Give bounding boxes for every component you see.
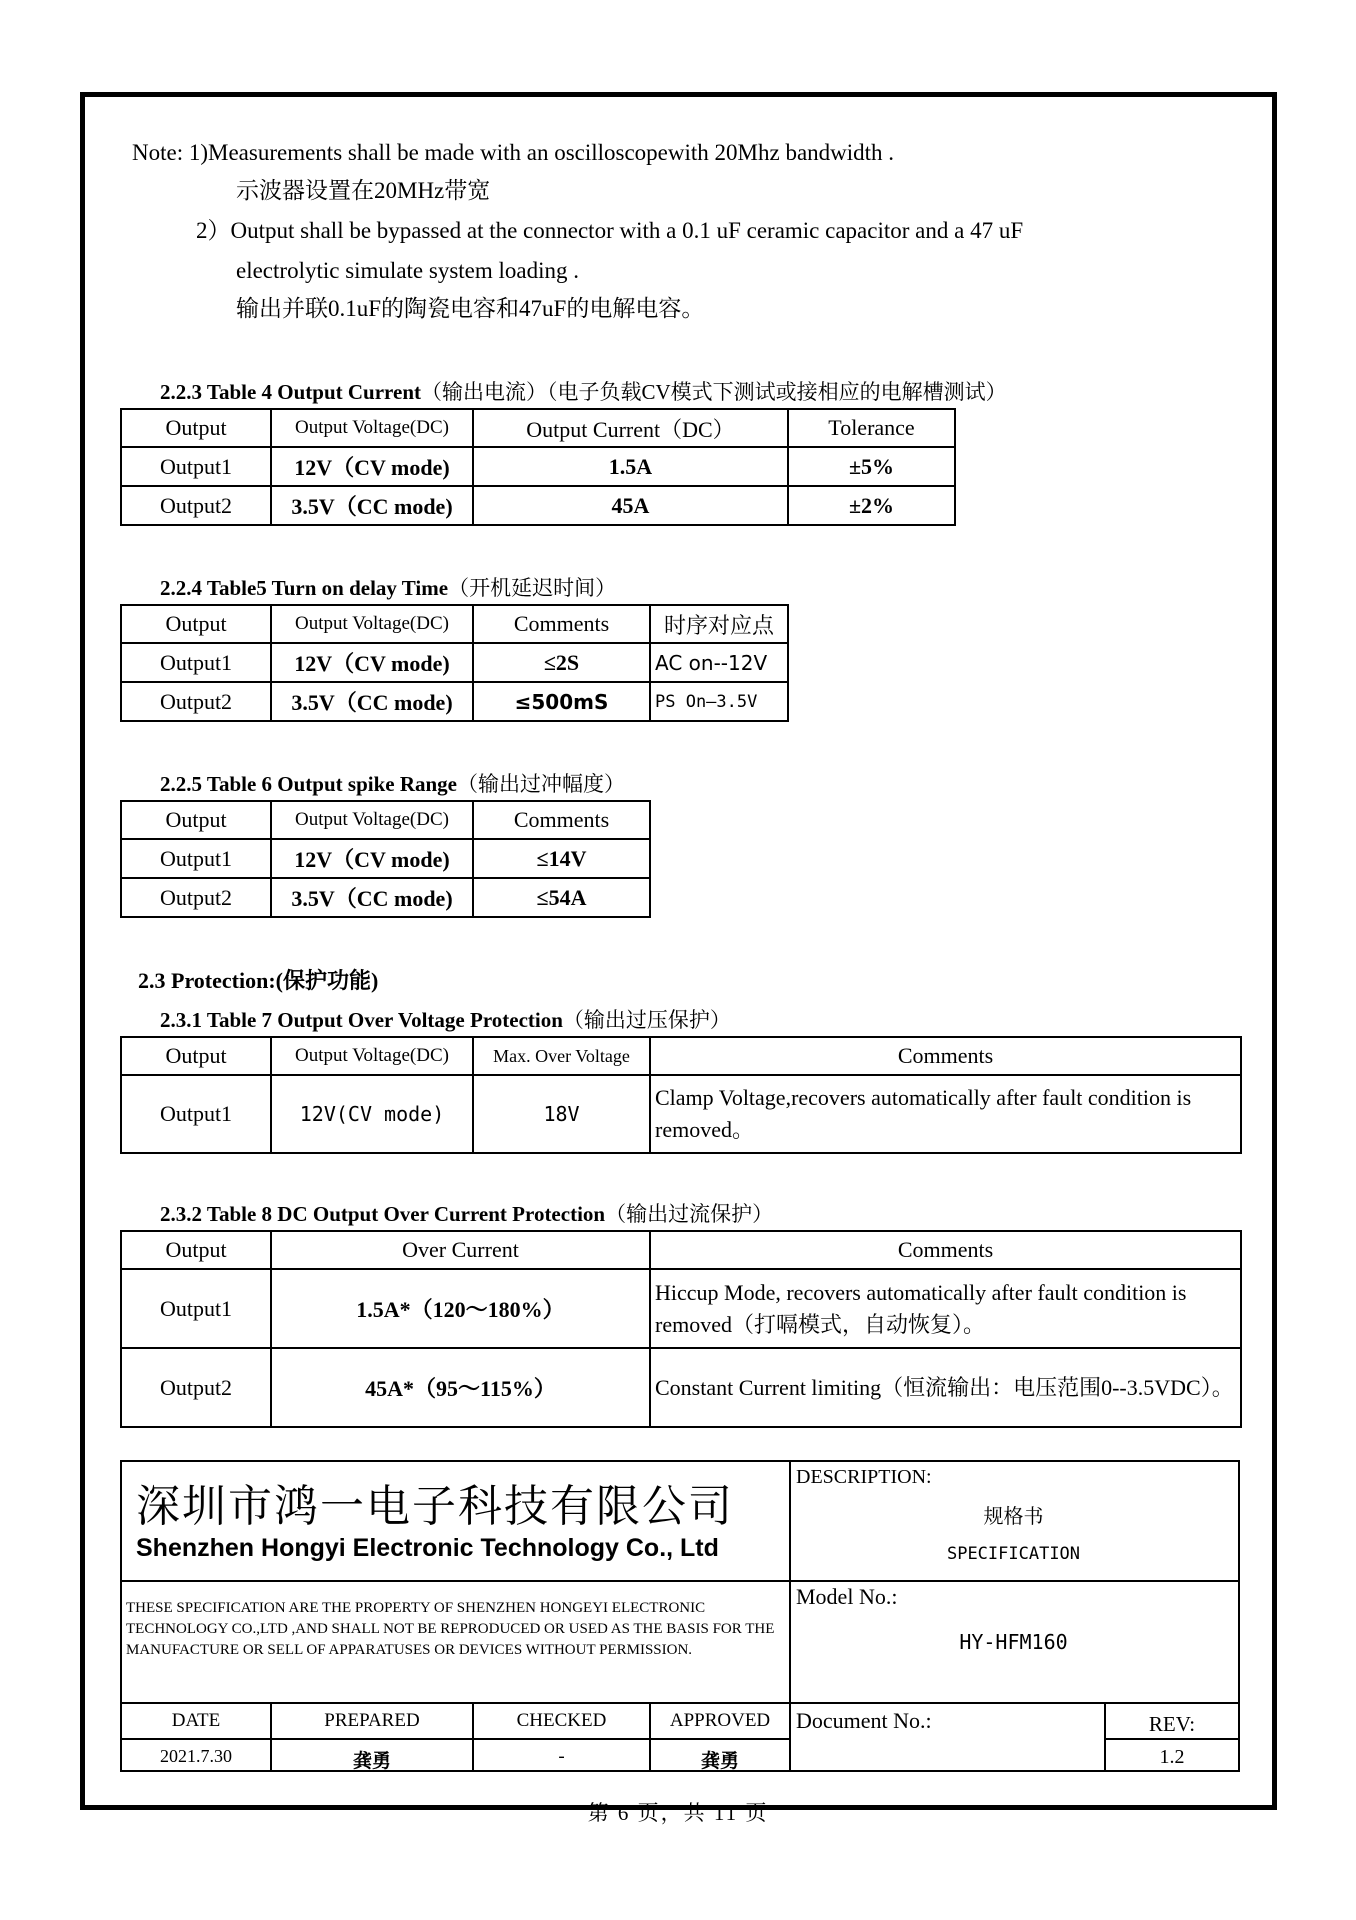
- description-cn: 规格书: [983, 1506, 1044, 1528]
- t6-cell: Output1: [121, 839, 271, 878]
- date-label: DATE: [171, 1710, 221, 1731]
- t7-cell: Output1: [121, 1075, 271, 1153]
- t4-cell: 45A: [473, 486, 788, 525]
- t8-cell: Output2: [121, 1348, 271, 1427]
- t6-cell: 3.5V（CC mode): [271, 878, 473, 917]
- table5-title: 2.2.4 Table5 Turn on delay Time（开机延迟时间）: [160, 576, 617, 600]
- t8-header: Output: [121, 1231, 271, 1269]
- t7-cell: 12V(CV mode): [271, 1075, 473, 1153]
- t4-cell: 3.5V（CC mode): [271, 486, 473, 525]
- t8-cell: Hiccup Mode, recovers automatically after fault condition is removed（打嗝模式，自动恢复）。: [650, 1269, 1241, 1348]
- table6-output-spike: [120, 800, 651, 918]
- rev-value: 1.2: [1159, 1746, 1185, 1768]
- description-label: DESCRIPTION:: [796, 1466, 932, 1488]
- t7-header: Output Voltage(DC): [271, 1037, 473, 1075]
- description-en: SPECIFICATION: [946, 1544, 1081, 1564]
- t5-cell: 12V（CV mode): [271, 643, 473, 682]
- t7-cell: 18V: [473, 1075, 650, 1153]
- t5-header: Comments: [473, 605, 650, 643]
- t8-cell: 1.5A*（120～180%）: [271, 1269, 650, 1348]
- t7-header: Output: [121, 1037, 271, 1075]
- company-name-cn: 深圳市鸿一电子科技有限公司: [136, 1482, 734, 1531]
- company-name-en: Shenzhen Hongyi Electronic Technology Co., Ltd: [136, 1534, 719, 1562]
- prepared-label: PREPARED: [324, 1710, 420, 1731]
- prepared-value: 龚勇: [352, 1751, 391, 1772]
- note-1: Note: 1)Measurements shall be made with an oscilloscopewith 20Mhz bandwidth .: [132, 140, 895, 165]
- date-value: 2021.7.30: [160, 1746, 232, 1766]
- model-label: Model No.:: [796, 1584, 898, 1609]
- t5-header: 时序对应点: [650, 605, 788, 643]
- t4-cell: ±5%: [788, 447, 955, 486]
- t8-header: Over Current: [271, 1231, 650, 1269]
- t4-header: Tolerance: [788, 409, 955, 447]
- t7-header: Max. Over Voltage: [473, 1037, 650, 1075]
- t7-cell: Clamp Voltage,recovers automatically after fault condition is removed。: [650, 1075, 1241, 1153]
- t8-cell: 45A*（95～115%）: [271, 1348, 650, 1427]
- checked-label: CHECKED: [516, 1710, 607, 1731]
- t4-cell: Output2: [121, 486, 271, 525]
- table8-title: 2.3.2 Table 8 DC Output Over Current Protection（输出过流保护）: [160, 1202, 774, 1226]
- note-2-cont: electrolytic simulate system loading .: [236, 258, 580, 283]
- t5-cell: 3.5V（CC mode): [271, 682, 473, 721]
- t5-cell: Output2: [121, 682, 271, 721]
- table7-over-voltage: [120, 1036, 1242, 1154]
- table4-output-current: [120, 408, 956, 526]
- t5-cell: ≤2S: [473, 643, 650, 682]
- t4-cell: 1.5A: [473, 447, 788, 486]
- table8-over-current: [120, 1230, 1242, 1428]
- disclaimer: THESE SPECIFICATION ARE THE PROPERTY OF SHENZHEN HONGEYI ELECTRONIC TECHNOLOGY CO.,LTD ,AND SHALL NOT BE REPRODUCED OR USED AS THE BASIS FOR THE MANUFACTURE OR SELL OF APPARATUSES OR DEVICES WITHOUT PERMISSION.: [126, 1600, 775, 1658]
- approved-label: APPROVED: [669, 1710, 771, 1731]
- t4-header: Output: [121, 409, 271, 447]
- checked-value: -: [558, 1746, 565, 1767]
- t4-header: Output Current（DC）: [473, 409, 788, 447]
- approved-value: 龚勇: [700, 1751, 739, 1772]
- t6-header: Comments: [473, 801, 650, 839]
- rev-label: REV:: [1148, 1712, 1196, 1736]
- document-number-label: Document No.:: [796, 1708, 932, 1733]
- model-value: HY-HFM160: [959, 1630, 1068, 1654]
- t7-header: Comments: [650, 1037, 1241, 1075]
- t5-header: Output Voltage(DC): [271, 605, 473, 643]
- t4-header: Output Voltage(DC): [271, 409, 473, 447]
- t6-cell: 12V（CV mode): [271, 839, 473, 878]
- t5-cell: PS On—3.5V: [650, 682, 788, 721]
- t6-cell: ≤14V: [473, 839, 650, 878]
- t4-cell: Output1: [121, 447, 271, 486]
- title-block: [120, 1460, 1240, 1772]
- t4-cell: ±2%: [788, 486, 955, 525]
- t8-cell: Constant Current limiting（恒流输出：电压范围0--3.5VDC）。: [650, 1348, 1241, 1427]
- t6-cell: Output2: [121, 878, 271, 917]
- note-2-cn: 输出并联0.1uF的陶瓷电容和47uF的电解电容。: [236, 296, 705, 321]
- note-1-cn: 示波器设置在20MHz带宽: [236, 178, 491, 203]
- note-2: 2）Output shall be bypassed at the connector with a 0.1 uF ceramic capacitor and a 47 uF: [196, 218, 1024, 243]
- page-number: 第 6 页，共 11 页: [587, 1801, 769, 1825]
- t5-cell: ≤500mS: [473, 682, 650, 721]
- t6-header: Output Voltage(DC): [271, 801, 473, 839]
- t6-cell: ≤54A: [473, 878, 650, 917]
- table4-title: 2.2.3 Table 4 Output Current（输出电流）（电子负载CV模式下测试或接相应的电解槽测试）: [160, 380, 1007, 404]
- table5-turn-on-delay: [120, 604, 789, 722]
- t6-header: Output: [121, 801, 271, 839]
- t8-header: Comments: [650, 1231, 1241, 1269]
- t5-cell: Output1: [121, 643, 271, 682]
- t4-cell: 12V（CV mode): [271, 447, 473, 486]
- table6-title: 2.2.5 Table 6 Output spike Range（输出过冲幅度）: [160, 772, 625, 796]
- t5-cell: AC on--12V: [650, 643, 788, 682]
- t5-header: Output: [121, 605, 271, 643]
- table7-title: 2.3.1 Table 7 Output Over Voltage Protection（输出过压保护）: [160, 1008, 731, 1032]
- t8-cell: Output1: [121, 1269, 271, 1348]
- protection-heading: 2.3 Protection:(保护功能): [138, 968, 379, 993]
